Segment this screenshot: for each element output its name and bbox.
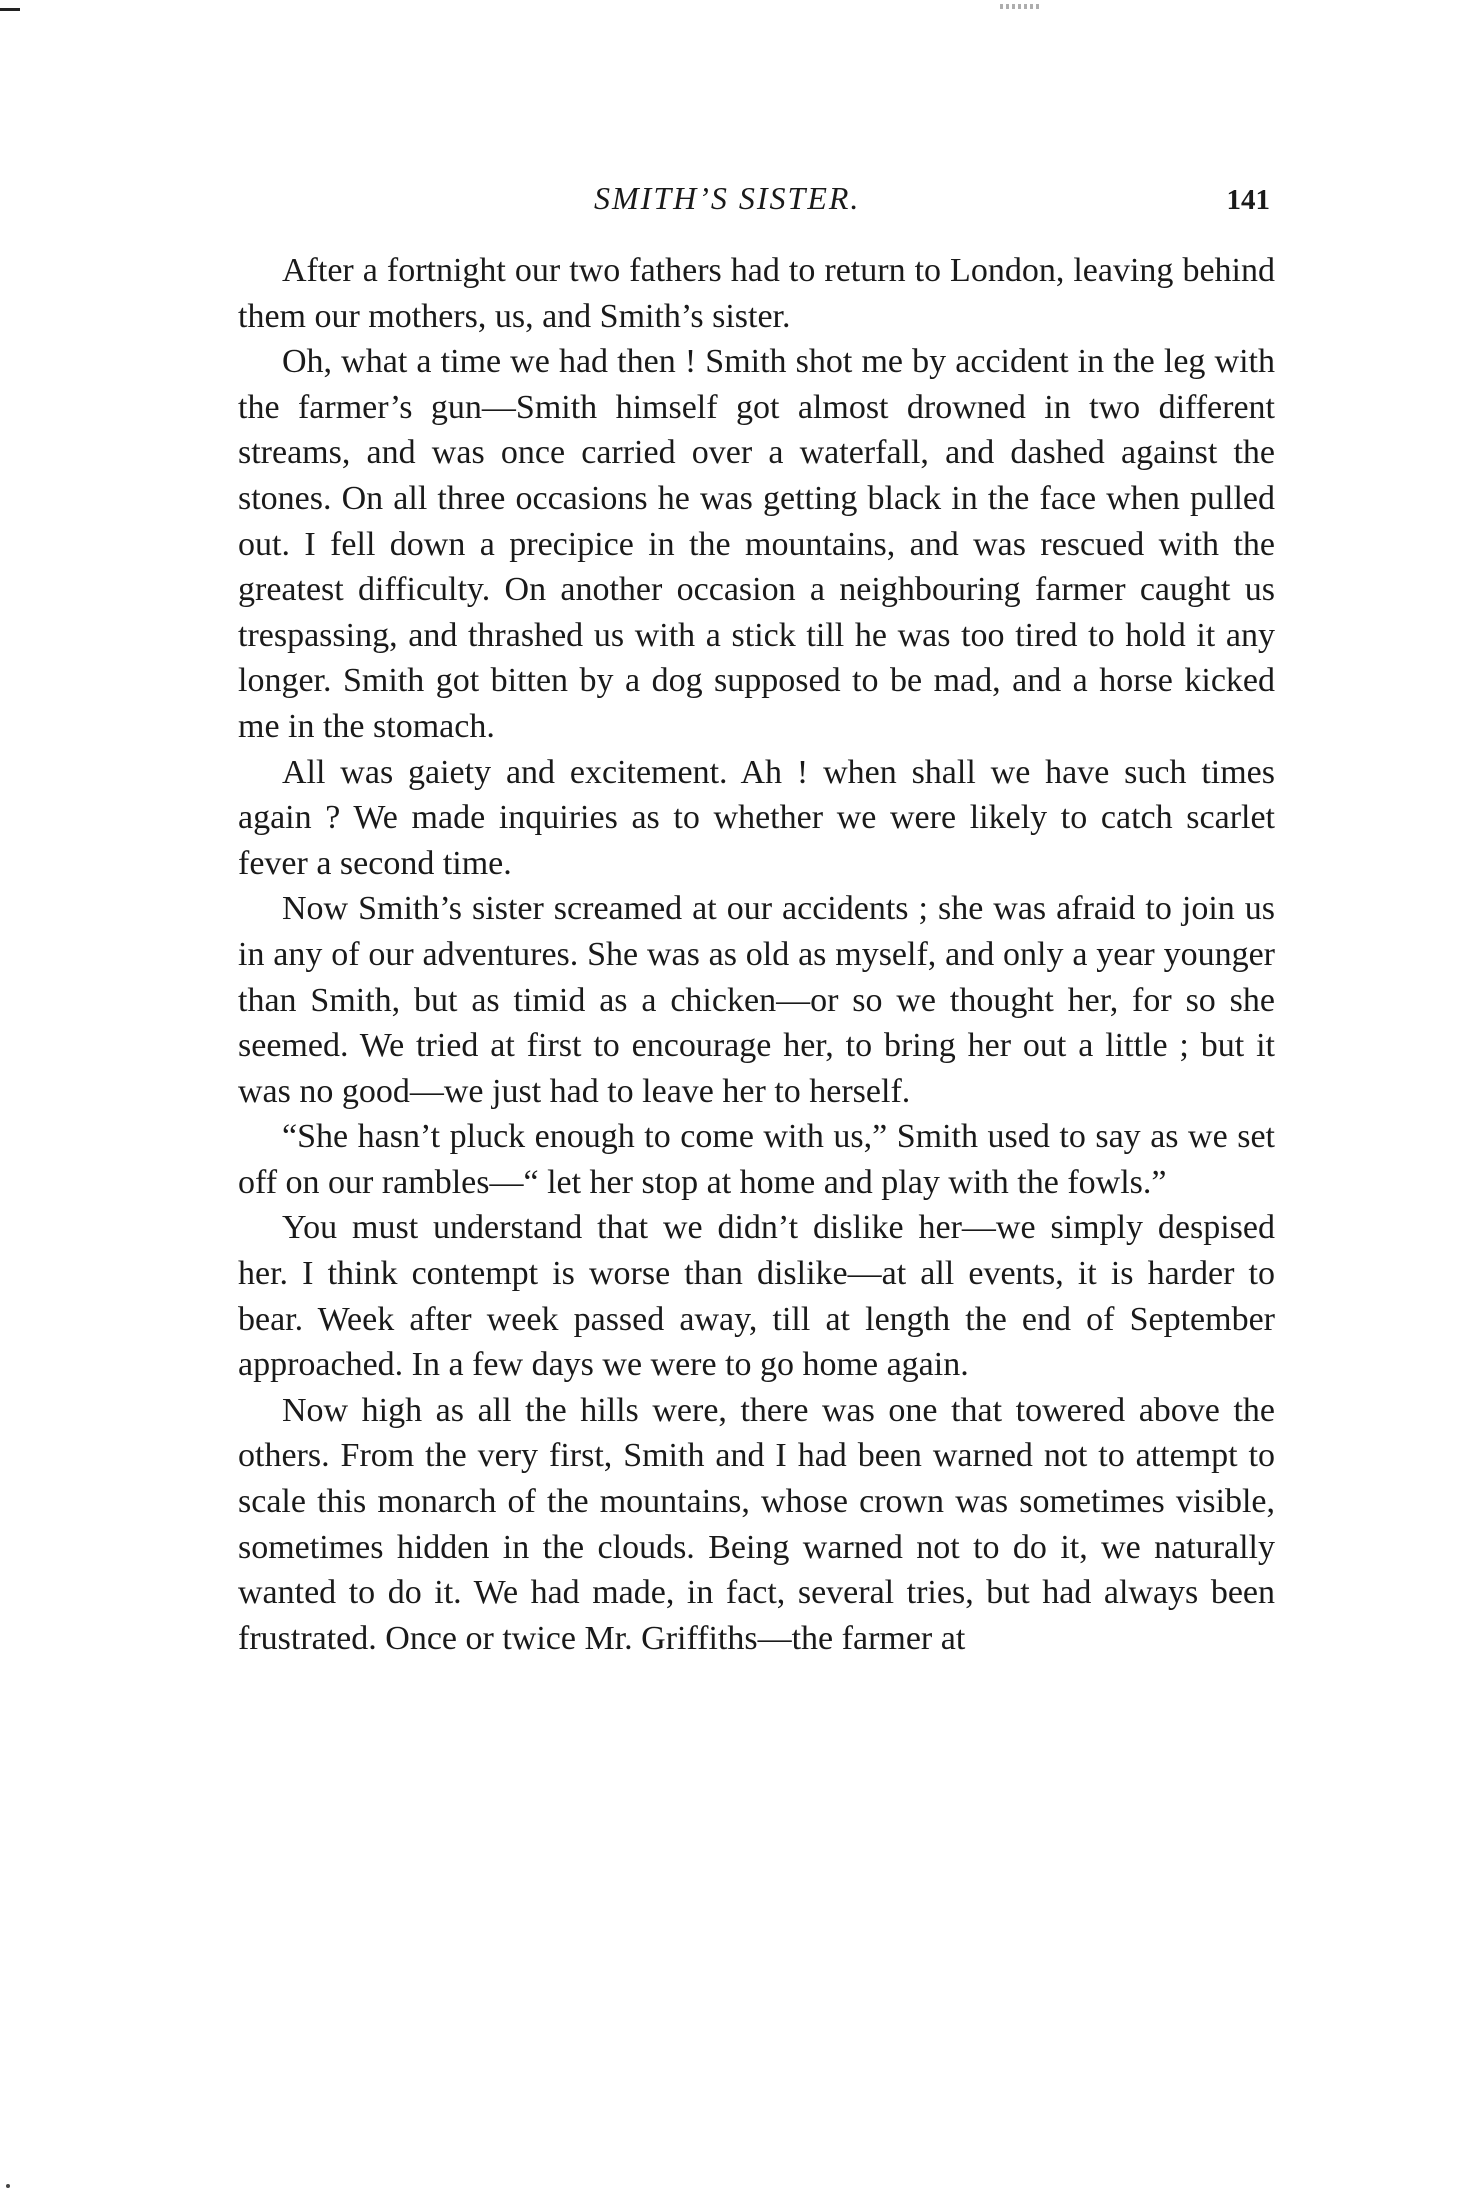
scan-speck-top bbox=[1000, 4, 1042, 9]
paragraph: All was gaiety and excitement. Ah ! when shall we have such times again ? We made inquiries as to whether we were likely to catch scarlet fever a second time. bbox=[238, 753, 1275, 882]
running-title: SMITH’S SISTER. bbox=[594, 180, 861, 216]
paragraph: “She hasn’t pluck enough to come with us,” Smith used to say as we set off on our rambles—“ let her stop at home and play with the fowls.” bbox=[238, 1118, 1275, 1201]
paragraph: You must understand that we didn’t dislike her—we simply despised her. I think contempt is worse than dislike—at all events, it is harder to bear. Week after week passed away, till at length the end of September approached. In a few days we were to go home again. bbox=[238, 1209, 1275, 1384]
page-number: 141 bbox=[1226, 184, 1270, 216]
paragraph: Now Smith’s sister screamed at our accidents ; she was afraid to join us in any of our adventures. She was as old as myself, and only a year younger than Smith, but as timid as a chicken—or so we thought her, for so she seemed. We tried at first to encourage her, to bring her out a little ; but it was no good—we just had to leave her to herself. bbox=[238, 890, 1275, 1110]
scan-speck-bottom bbox=[6, 2184, 10, 2188]
paragraph: After a fortnight our two fathers had to return to London, leaving behind them our mothers, us, and Smith’s sister. bbox=[238, 252, 1275, 335]
running-head bbox=[240, 176, 1270, 226]
paragraph: Oh, what a time we had then ! Smith shot me by accident in the leg with the farmer’s gun—Smith himself got almost drowned in two different streams, and was once carried over a waterfall, and dashed against the stones. On all three occasions he was getting black in the face when pulled out. I fell down a precipice in the mountains, and was rescued with the greatest difficulty. On another occasion a neighbouring farmer caught us trespassing, and thrashed us with a stick till he was too tired to hold it any longer. Smith got bitten by a dog supposed to be mad, and a horse kicked me in the stomach. bbox=[238, 343, 1275, 745]
body-text bbox=[238, 248, 1275, 1661]
paragraph: Now high as all the hills were, there was one that towered above the others. From the very first, Smith and I had been warned not to attempt to scale this monarch of the mountains, whose crown was sometimes visible, sometimes hidden in the clouds. Being warned not to do it, we naturally wanted to do it. We had made, in fact, several tries, but had always been frustrated. Once or twice Mr. Griffiths—the farmer at bbox=[238, 1391, 1275, 1657]
page-edge-mark bbox=[0, 8, 20, 11]
